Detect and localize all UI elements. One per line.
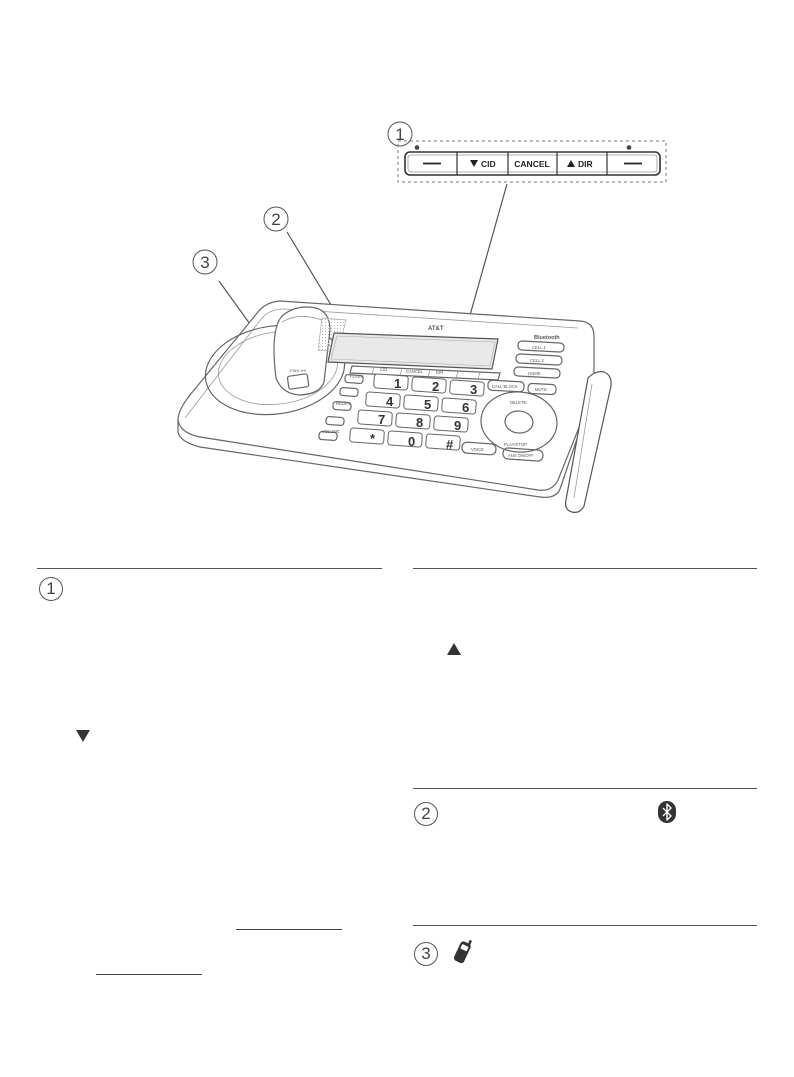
triangle-down-icon	[76, 730, 90, 742]
base-cancel-label: CANCEL	[406, 369, 423, 374]
redial-label: REDIAL	[336, 401, 352, 406]
section-3-number: 3	[414, 942, 438, 966]
right-section-rule-3	[413, 925, 757, 926]
key-star: *	[370, 431, 376, 446]
home-label: HOME	[528, 371, 541, 376]
section-2-number: 2	[414, 802, 438, 826]
link-underline-1	[236, 929, 342, 930]
bluetooth-label: Bluetooth	[534, 335, 560, 341]
base-cid-label: CID	[380, 367, 388, 372]
delete-label: DELETE	[510, 400, 527, 405]
key-hash: #	[446, 437, 454, 452]
voice-label: VOICE	[471, 447, 485, 452]
cell1-label: CELL 1	[532, 345, 546, 350]
key-3: 3	[470, 382, 478, 397]
softkey-cid-label: CID	[481, 159, 496, 169]
link-underline-2	[96, 974, 202, 975]
key-4: 4	[386, 394, 394, 409]
softkey-panel	[398, 141, 666, 182]
find-hs-label: FIND HS	[290, 368, 306, 373]
softkey-cancel-label: CANCEL	[514, 159, 550, 169]
key-0: 0	[408, 434, 416, 449]
callout-3-number: 3	[200, 253, 210, 272]
key-2: 2	[432, 379, 440, 394]
right-section-rule-2	[413, 788, 757, 789]
base-dir-label: DIR	[436, 370, 444, 375]
callout-2-number: 2	[271, 210, 281, 229]
right-section-rule-1	[413, 568, 757, 569]
callout-1-number: 1	[395, 125, 405, 144]
key-8: 8	[416, 415, 424, 430]
key-6: 6	[462, 400, 470, 415]
triangle-up-icon	[447, 643, 461, 655]
section-1-number: 1	[39, 577, 63, 601]
key-9: 9	[454, 418, 462, 433]
call-block-label: CALL BLOCK	[492, 384, 518, 389]
softkey-dir-label: DIR	[578, 159, 593, 169]
ans-on-off-label: ANS ON/OFF	[508, 453, 534, 458]
play-stop-label: PLAY/STOP	[504, 442, 527, 447]
key-1: 1	[394, 376, 402, 391]
left-section-rule	[37, 568, 382, 569]
flash-label: FLASH	[350, 374, 364, 379]
volume-label: VOLUME	[322, 429, 340, 434]
callout-2	[264, 207, 288, 231]
callout-1	[388, 122, 412, 146]
key-7: 7	[378, 412, 386, 427]
bluetooth-icon	[656, 801, 678, 823]
brand-label: AT&T	[428, 326, 444, 332]
mute-label: MUTE	[535, 387, 547, 392]
callout-3	[193, 250, 217, 274]
key-5: 5	[424, 397, 432, 412]
cell-phone-icon	[451, 938, 475, 966]
cell2-label: CELL 2	[530, 358, 544, 363]
